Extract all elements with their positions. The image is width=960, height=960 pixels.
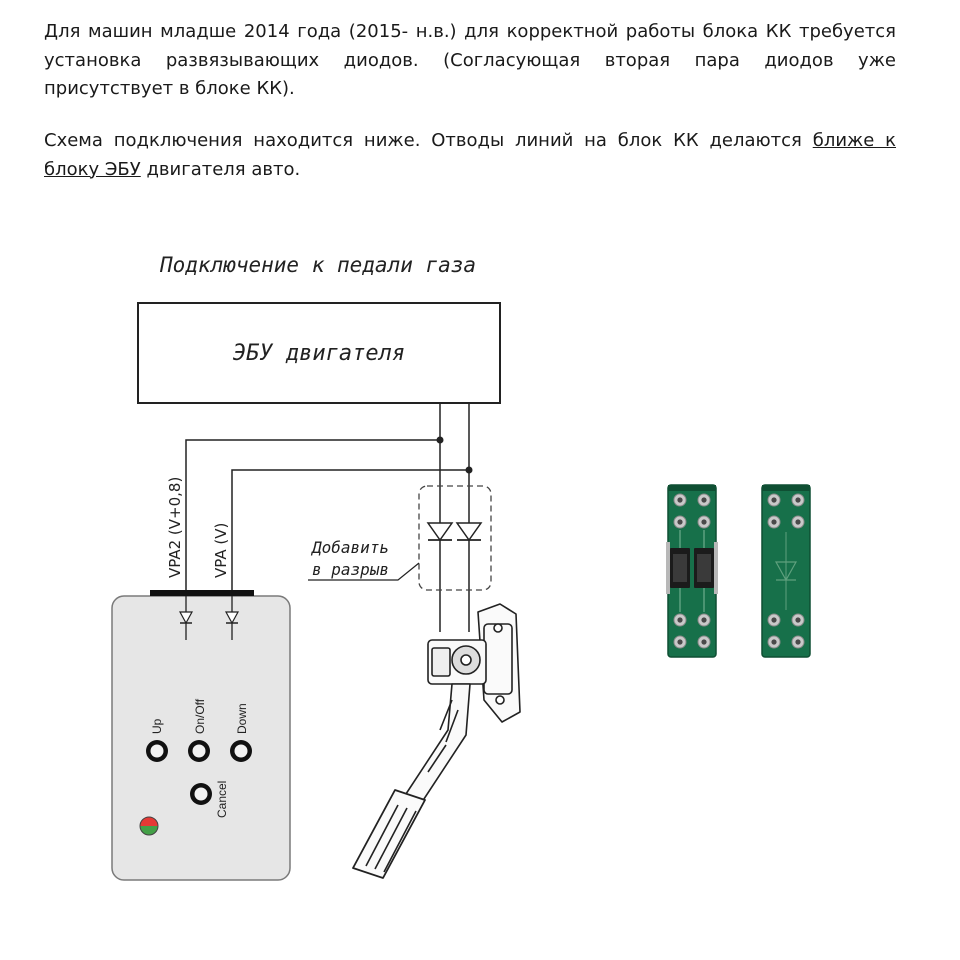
cruise-control-unit <box>112 596 290 880</box>
connector-strip <box>150 590 254 596</box>
note-line-2: в разрыв <box>312 560 390 579</box>
onoff-button[interactable] <box>188 740 210 762</box>
onoff-label: On/Off <box>193 698 207 734</box>
wire-label-vpa2: VPA2 (V+0,8) <box>166 476 184 578</box>
accelerator-pedal-icon <box>353 604 520 878</box>
intro-paragraph: Для машин младше 2014 года (2015- н.в.) для корректной работы блока КК требуется установка развязывающих диодов. (Согласующая вторая пара диодов уже присутствует в блоке КК). <box>44 21 896 99</box>
diode-insert-area <box>419 486 491 590</box>
wire-label-vpa: VPA (V) <box>212 522 230 578</box>
pcb-blank-icon <box>762 485 810 657</box>
down-button[interactable] <box>230 740 252 762</box>
pcb-with-diodes-icon <box>666 485 718 657</box>
status-led-icon <box>140 817 158 835</box>
wire-junction <box>466 467 473 474</box>
up-label: Up <box>150 718 164 734</box>
connection-text-2: двигателя авто. <box>146 158 301 180</box>
up-button[interactable] <box>146 740 168 762</box>
wire-junction <box>437 437 444 444</box>
connection-text-1: Схема подключения находится ниже. Отводы линий на блок КК делаются <box>44 130 802 151</box>
diagram-title: Подключение к педали газа <box>160 253 477 277</box>
note-line-1: Добавить <box>312 538 390 557</box>
cancel-button[interactable] <box>190 783 212 805</box>
cancel-label: Cancel <box>215 780 229 818</box>
diode-symbol-icon <box>457 523 481 540</box>
connection-text-underlined: ближе к блоку ЭБУ <box>44 130 897 180</box>
down-label: Down <box>235 703 249 734</box>
diode-symbol-icon <box>428 523 452 540</box>
ecu-label: ЭБУ двигателя <box>232 341 406 366</box>
